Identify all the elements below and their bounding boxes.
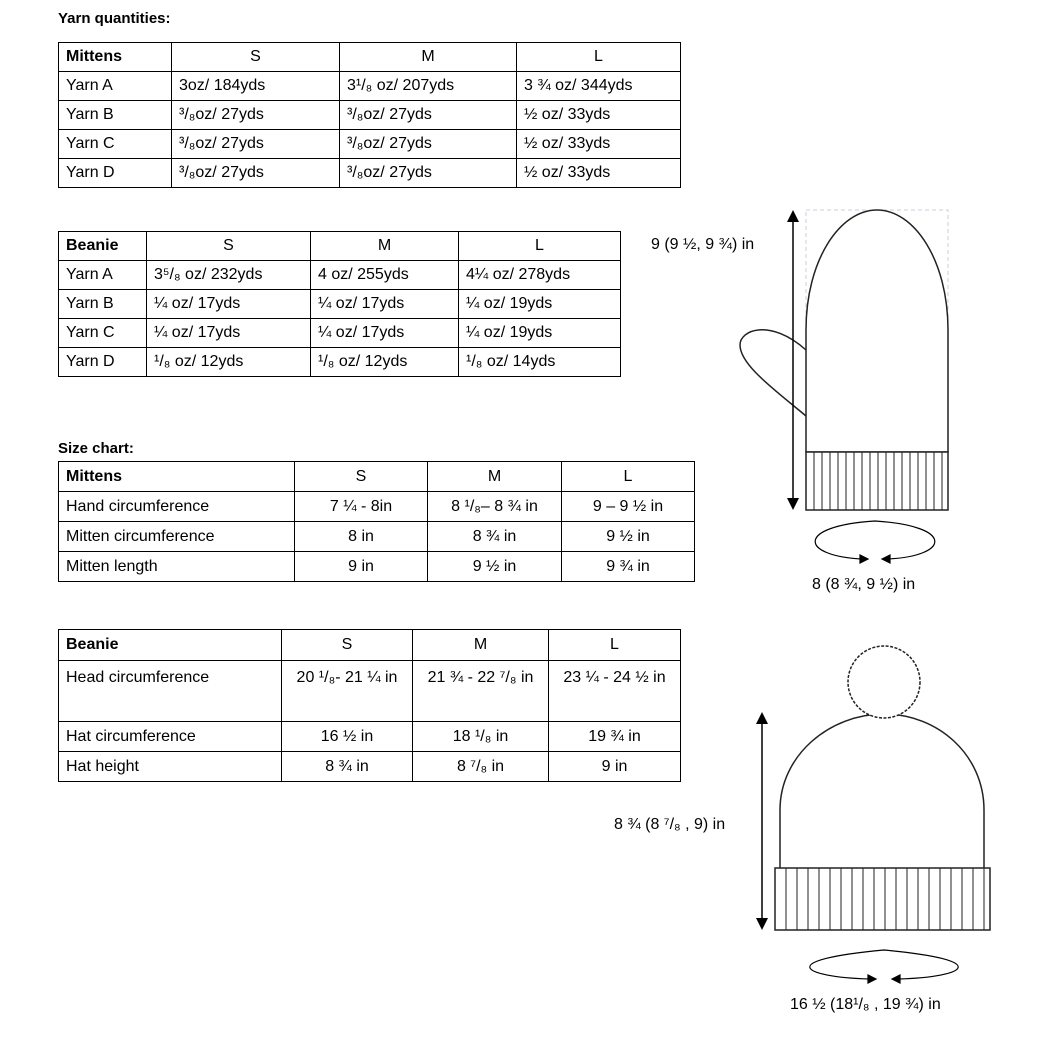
beanie-shape — [775, 714, 990, 930]
cell: ³/₈oz/ 27yds — [172, 159, 340, 188]
header-cell: Beanie — [59, 630, 282, 661]
table-row — [59, 348, 621, 377]
table-header-row — [59, 630, 681, 661]
mittens-size-table — [58, 461, 695, 582]
cell: 7 ¼ - 8in — [295, 492, 428, 522]
cell: ¼ oz/ 17yds — [311, 319, 459, 348]
table-row — [59, 552, 695, 582]
table-row — [59, 661, 681, 722]
mitten-circumference-label: 8 (8 ¾, 9 ½) in — [812, 576, 916, 593]
cell: ¼ oz/ 19yds — [459, 290, 621, 319]
header-cell: M — [311, 232, 459, 261]
table-row — [59, 319, 621, 348]
cell: 9 – 9 ½ in — [562, 492, 695, 522]
cell: ³/₈oz/ 27yds — [172, 101, 340, 130]
table-row — [59, 522, 695, 552]
cell: ³/₈oz/ 27yds — [340, 159, 517, 188]
cell: 4 oz/ 255yds — [311, 261, 459, 290]
beanie-circumference-label: 16 ½ (18¹/₈ , 19 ¾) in — [790, 996, 941, 1013]
beanie-ribbing — [786, 868, 984, 930]
table-row — [59, 722, 681, 752]
table-row — [59, 159, 681, 188]
table-row — [59, 130, 681, 159]
row-label: Yarn A — [59, 72, 172, 101]
cell: 9 in — [549, 752, 681, 782]
header-cell: M — [340, 43, 517, 72]
header-cell: Mittens — [59, 462, 295, 492]
cell: 9 in — [295, 552, 428, 582]
mitten-length-label: 9 (9 ½, 9 ¾) in — [651, 236, 755, 253]
table-row — [59, 290, 621, 319]
table-header-row — [59, 232, 621, 261]
mitten-shape — [740, 210, 948, 510]
row-label: Hat circumference — [59, 722, 282, 752]
cell: ¼ oz/ 17yds — [147, 319, 311, 348]
cell: ½ oz/ 33yds — [517, 101, 681, 130]
header-cell: L — [459, 232, 621, 261]
cell: 9 ¾ in — [562, 552, 695, 582]
row-label: Mitten length — [59, 552, 295, 582]
cell: 8 ¹/₈– 8 ¾ in — [428, 492, 562, 522]
cell: ³/₈oz/ 27yds — [172, 130, 340, 159]
cell: 23 ¼ - 24 ½ in — [549, 661, 681, 722]
header-cell: S — [147, 232, 311, 261]
beanie-height-label: 8 ¾ (8 ⁷/₈ , 9) in — [614, 816, 726, 833]
header-cell: Beanie — [59, 232, 147, 261]
table-row — [59, 101, 681, 130]
table-header-row — [59, 462, 695, 492]
cell: 18 ¹/₈ in — [413, 722, 549, 752]
cell: 3oz/ 184yds — [172, 72, 340, 101]
header-cell: S — [172, 43, 340, 72]
cell: ³/₈oz/ 27yds — [340, 130, 517, 159]
cell: 9 ½ in — [562, 522, 695, 552]
cell: 19 ¾ in — [549, 722, 681, 752]
cell: ¼ oz/ 19yds — [459, 319, 621, 348]
size-chart-heading: Size chart: — [58, 440, 134, 457]
header-cell: M — [413, 630, 549, 661]
beanie-yarn-table — [58, 231, 621, 377]
cell: 8 in — [295, 522, 428, 552]
beanie-size-table — [58, 629, 681, 782]
cell: ½ oz/ 33yds — [517, 130, 681, 159]
cell: ½ oz/ 33yds — [517, 159, 681, 188]
cell: 3 ¾ oz/ 344yds — [517, 72, 681, 101]
row-label: Hat height — [59, 752, 282, 782]
row-label: Mitten circumference — [59, 522, 295, 552]
mittens-yarn-table — [58, 42, 681, 188]
cell: 20 ¹/₈- 21 ¼ in — [282, 661, 413, 722]
table-row — [59, 261, 621, 290]
header-cell: S — [295, 462, 428, 492]
table-row — [59, 492, 695, 522]
table-header-row — [59, 43, 681, 72]
row-label: Yarn B — [59, 290, 147, 319]
row-label: Yarn A — [59, 261, 147, 290]
cell: 21 ¾ - 22 ⁷/₈ in — [413, 661, 549, 722]
header-cell: M — [428, 462, 562, 492]
table-row — [59, 752, 681, 782]
header-cell: L — [562, 462, 695, 492]
header-cell: L — [549, 630, 681, 661]
row-label: Yarn D — [59, 348, 147, 377]
cell: ¼ oz/ 17yds — [147, 290, 311, 319]
header-cell: S — [282, 630, 413, 661]
cell: ¹/₈ oz/ 14yds — [459, 348, 621, 377]
table-row — [59, 72, 681, 101]
cell: 8 ¾ in — [282, 752, 413, 782]
row-label: Yarn C — [59, 130, 172, 159]
cell: 16 ½ in — [282, 722, 413, 752]
cell: 3¹/₈ oz/ 207yds — [340, 72, 517, 101]
row-label: Head circumference — [59, 661, 282, 722]
cell: ¹/₈ oz/ 12yds — [311, 348, 459, 377]
row-label: Yarn C — [59, 319, 147, 348]
mitten-ribbing — [814, 452, 942, 510]
row-label: Yarn B — [59, 101, 172, 130]
cell: 8 ¾ in — [428, 522, 562, 552]
row-label: Hand circumference — [59, 492, 295, 522]
pom-pom-icon — [848, 646, 920, 718]
beanie-circumference-arrow — [810, 950, 958, 983]
cell: 4¼ oz/ 278yds — [459, 261, 621, 290]
cell: 8 ⁷/₈ in — [413, 752, 549, 782]
row-label: Yarn D — [59, 159, 172, 188]
cell: 9 ½ in — [428, 552, 562, 582]
cell: ¼ oz/ 17yds — [311, 290, 459, 319]
cell: ³/₈oz/ 27yds — [340, 101, 517, 130]
cell: ¹/₈ oz/ 12yds — [147, 348, 311, 377]
yarn-quantities-heading: Yarn quantities: — [58, 10, 171, 27]
mitten-circumference-arrow — [815, 521, 935, 563]
cell: 3⁵/₈ oz/ 232yds — [147, 261, 311, 290]
header-cell: Mittens — [59, 43, 172, 72]
header-cell: L — [517, 43, 681, 72]
